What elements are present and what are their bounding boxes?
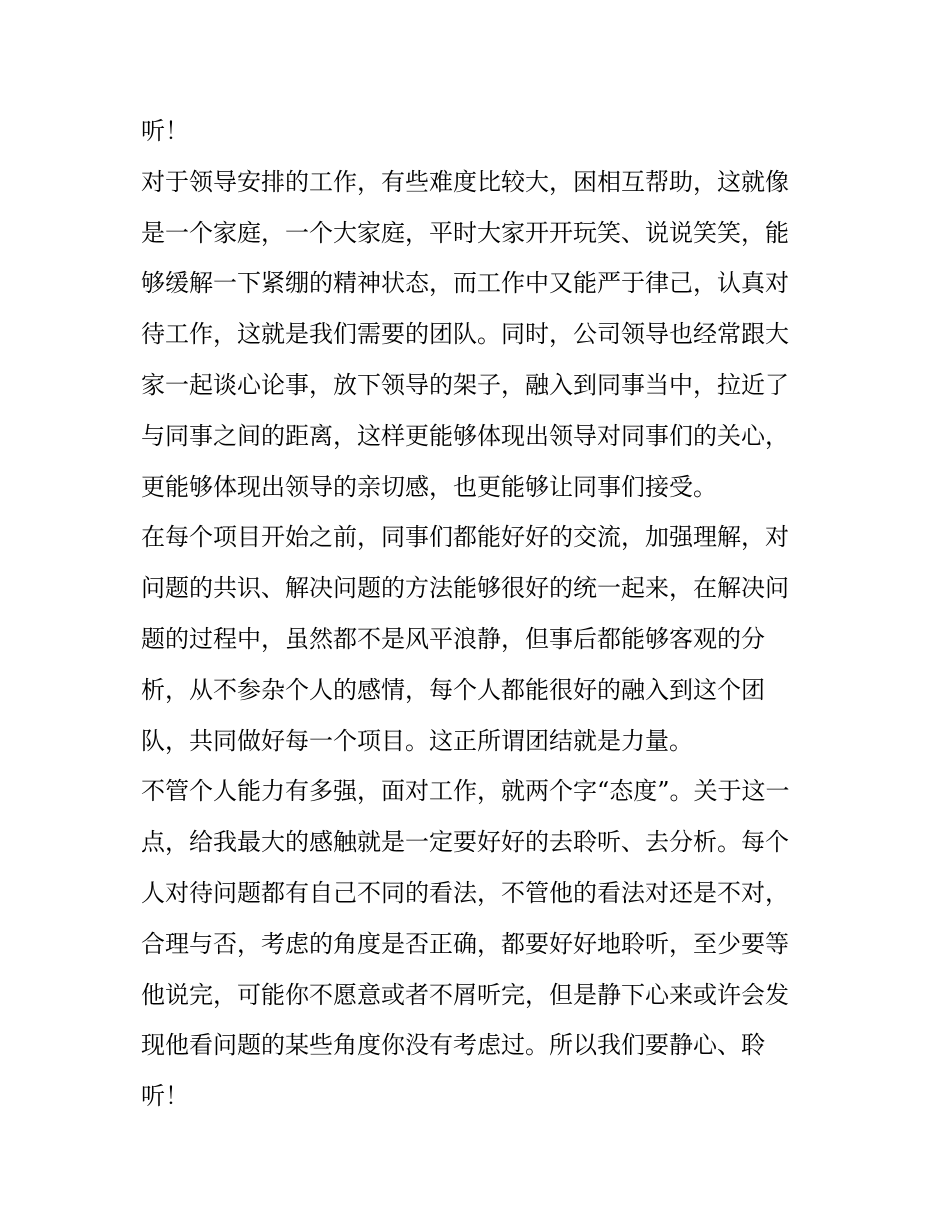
text-line: 在每个项目开始之前，同事们都能好好的交流，加强理解，对 <box>141 523 789 552</box>
text-line: 现他看问题的某些角度你没有考虑过。所以我们要静心、聆 <box>141 1031 765 1060</box>
text-line: 待工作，这就是我们需要的团队。同时，公司领导也经常跟大 <box>141 320 789 349</box>
text-line: 他说完，可能你不愿意或者不屑听完，但是静下心来或许会发 <box>141 980 789 1009</box>
text-line: 问题的共识、解决问题的方法能够很好的统一起来，在解决问 <box>141 574 789 603</box>
text-line: 不管个人能力有多强，面对工作，就两个字“态度”。关于这一 <box>141 777 790 806</box>
text-line: 家一起谈心论事，放下领导的架子，融入到同事当中，拉近了 <box>141 370 789 399</box>
text-line: 析，从不参杂个人的感情，每个人都能很好的融入到这个团 <box>141 675 765 704</box>
text-line: 人对待问题都有自己不同的看法，不管他的看法对还是不对， <box>141 878 789 907</box>
text-line: 点，给我最大的感触就是一定要好好的去聆听、去分析。每个 <box>141 828 789 857</box>
text-line: 题的过程中，虽然都不是风平浪静，但事后都能够客观的分 <box>141 624 765 653</box>
text-line: 合理与否，考虑的角度是否正确，都要好好地聆听，至少要等 <box>141 929 789 958</box>
text-line: 更能够体现出领导的亲切感，也更能够让同事们接受。 <box>141 472 717 501</box>
document-body <box>141 106 816 1122</box>
text-line: 听！ <box>141 1082 189 1111</box>
text-line: 与同事之间的距离，这样更能够体现出领导对同事们的关心， <box>141 421 789 450</box>
text-line: 够缓解一下紧绷的精神状态，而工作中又能严于律己，认真对 <box>141 269 789 298</box>
text-line: 队，共同做好每一个项目。这正所谓团结就是力量。 <box>141 726 693 755</box>
text-line: 对于领导安排的工作，有些难度比较大，困相互帮助，这就像 <box>141 167 789 196</box>
text-line: 听！ <box>141 117 189 145</box>
text-line: 是一个家庭，一个大家庭，平时大家开开玩笑、说说笑笑，能 <box>141 218 789 247</box>
